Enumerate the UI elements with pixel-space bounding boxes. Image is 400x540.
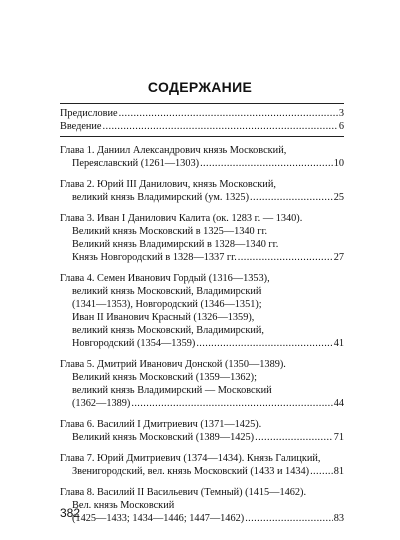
toc-line <box>60 191 344 204</box>
toc-line-text: (1425—1433; 1434—1446; 1447—1462) <box>72 513 245 524</box>
toc-line <box>60 120 344 133</box>
toc-line <box>60 225 344 238</box>
toc-line-text: Глава 3. Иван I Данилович Калита (ок. 1283 г. — 1340). <box>60 213 303 224</box>
toc-line <box>60 358 344 371</box>
toc-line-text: Великий князь Владимирский в 1328—1340 гг. <box>72 239 279 250</box>
toc-line <box>60 285 344 298</box>
toc-entry-chapter <box>60 144 344 170</box>
toc-line <box>60 251 344 264</box>
toc-line-text: (1341—1353), Новгородский (1346—1351); <box>72 299 262 310</box>
dot-leader <box>196 337 332 350</box>
toc-line <box>60 499 344 512</box>
toc-line <box>60 298 344 311</box>
toc-entry-chapter <box>60 418 344 444</box>
toc-line <box>60 431 344 444</box>
toc-line <box>60 144 344 157</box>
dot-leader <box>103 120 338 133</box>
toc-page-number: 25 <box>333 192 344 203</box>
toc-line-text: Великий князь Московский (1389—1425) <box>72 432 255 443</box>
dot-leader <box>245 512 333 525</box>
toc-line <box>60 107 344 120</box>
dot-leader <box>238 251 333 264</box>
toc-line <box>60 371 344 384</box>
toc-entry-chapter <box>60 358 344 410</box>
page-number: 382 <box>60 506 81 520</box>
toc-line-text: Глава 8. Василий II Васильевич (Темный) (1415—1462). <box>60 487 307 498</box>
toc-entry-front <box>60 107 344 120</box>
toc-line-text: Глава 5. Дмитрий Иванович Донской (1350—1389). <box>60 359 286 370</box>
dot-leader <box>131 397 332 410</box>
toc-page-number: 41 <box>333 338 344 349</box>
toc-line <box>60 178 344 191</box>
toc-line <box>60 465 344 478</box>
toc-line <box>60 238 344 251</box>
divider <box>60 103 344 104</box>
toc-line-text: Глава 1. Даниил Александрович князь Московский, <box>60 145 287 156</box>
toc-line-text: Глава 7. Юрий Дмитриевич (1374—1434). Князь Галицкий, <box>60 453 321 464</box>
toc-page-number: 83 <box>333 513 344 524</box>
toc-line-text: великий князь Московский, Владимирский <box>72 286 262 297</box>
toc-page-number: 6 <box>338 121 344 132</box>
toc-line-text: Великий князь Московский (1359—1362); <box>72 372 257 383</box>
toc-line <box>60 486 344 499</box>
toc-page-number: 81 <box>333 466 344 477</box>
dot-leader <box>310 465 333 478</box>
toc-line-text: Вел. князь Московский <box>72 500 175 511</box>
toc-page-number: 71 <box>333 432 344 443</box>
dot-leader <box>119 107 338 120</box>
divider <box>60 136 344 137</box>
toc-line <box>60 384 344 397</box>
toc-page-number: 10 <box>333 158 344 169</box>
toc-line-text: великий князь Московский, Владимирский, <box>72 325 264 336</box>
toc-entry-chapter <box>60 272 344 350</box>
toc-line-text: Предисловие <box>60 108 118 119</box>
dot-leader <box>250 191 333 204</box>
toc-line-text: (1362—1389) <box>72 398 131 409</box>
toc-entry-chapter <box>60 178 344 204</box>
toc-page-number: 44 <box>333 398 344 409</box>
toc-line-text: Великий князь Московский в 1325—1340 гг. <box>72 226 268 237</box>
toc-line-text: Глава 6. Василий I Дмитриевич (1371—1425). <box>60 419 262 430</box>
toc-line <box>60 324 344 337</box>
toc-line-text: великий князь Владимирский — Московский <box>72 385 272 396</box>
toc-line <box>60 418 344 431</box>
toc-line-text: Иван II Иванович Красный (1326—1359), <box>72 312 255 323</box>
dot-leader <box>200 157 333 170</box>
toc-line <box>60 397 344 410</box>
toc-line <box>60 272 344 285</box>
dot-leader <box>255 431 333 444</box>
toc-line-text: Переяславский (1261—1303) <box>72 158 200 169</box>
table-of-contents <box>60 103 344 525</box>
toc-line-text: Глава 2. Юрий III Данилович, князь Московский, <box>60 179 276 190</box>
toc-line <box>60 337 344 350</box>
toc-line-text: Князь Новгородский в 1328—1337 гг. <box>72 252 237 263</box>
toc-entry-front <box>60 120 344 133</box>
page-title: СОДЕРЖАНИЕ <box>147 79 253 95</box>
toc-line <box>60 212 344 225</box>
toc-line-text: Звенигородский, вел. князь Московский (1433 и 1434) <box>72 466 310 477</box>
toc-line <box>60 157 344 170</box>
toc-line-text: Глава 4. Семен Иванович Гордый (1316—1353), <box>60 273 270 284</box>
toc-line-text: великий князь Владимирский (ум. 1325) <box>72 192 250 203</box>
toc-entry-chapter <box>60 486 344 525</box>
toc-line <box>60 311 344 324</box>
toc-line <box>60 512 344 525</box>
toc-page-number: 3 <box>338 108 344 119</box>
toc-line-text: Новгородский (1354—1359) <box>72 338 196 349</box>
toc-entry-chapter <box>60 452 344 478</box>
toc-line-text: Введение <box>60 121 102 132</box>
toc-page-number: 27 <box>333 252 344 263</box>
toc-entry-chapter <box>60 212 344 264</box>
toc-line <box>60 452 344 465</box>
